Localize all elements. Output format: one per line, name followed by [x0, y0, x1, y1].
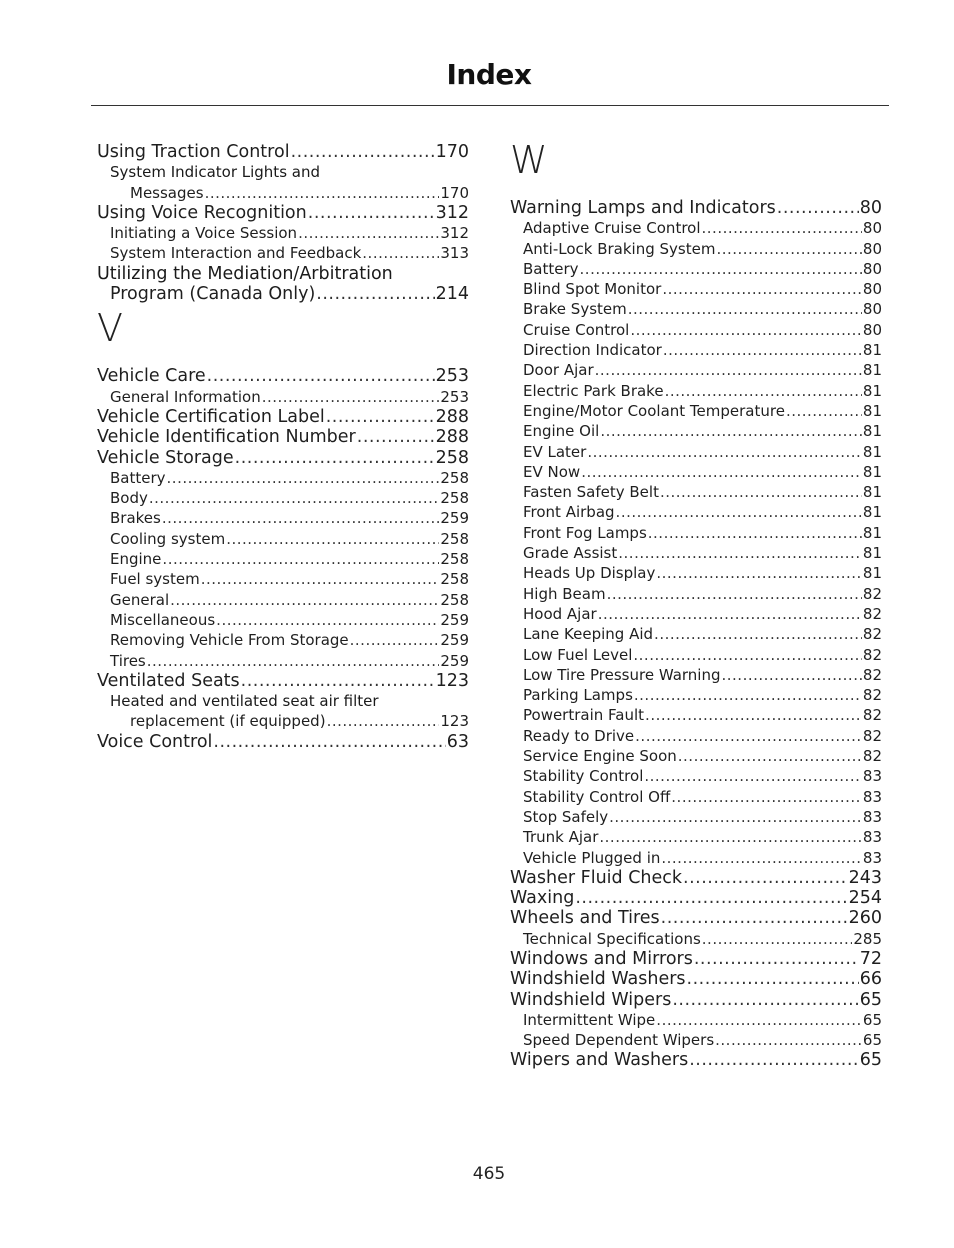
title-divider — [91, 105, 889, 106]
entry-label: Cooling system — [110, 529, 226, 548]
entry-page-number: 81 — [862, 544, 882, 563]
index-subentry-engine-motor-coolant-temperature — [510, 401, 882, 421]
index-subentry-parking-lamps — [510, 685, 882, 705]
entry-page-number: 243 — [848, 867, 882, 888]
entry-page-number: 80 — [862, 259, 882, 278]
index-entry-warning-lamps-and-indicators — [510, 198, 882, 218]
dot-leader — [170, 590, 439, 610]
dot-leader — [645, 705, 862, 725]
index-subentry-ready-to-drive — [510, 726, 882, 746]
entry-label: High Beam — [523, 584, 606, 603]
entry-page-number: 82 — [862, 665, 882, 684]
dot-leader — [216, 610, 439, 630]
entry-page-number: 258 — [440, 590, 469, 609]
entry-page-number: 82 — [862, 584, 882, 603]
dot-leader — [661, 848, 862, 868]
index-column-left — [97, 142, 469, 752]
dot-leader — [689, 1050, 859, 1070]
entry-page-number: 81 — [862, 462, 882, 481]
entry-label: Anti-Lock Braking System — [523, 239, 716, 258]
entry-page-number: 81 — [862, 564, 882, 583]
dot-leader — [656, 563, 862, 583]
entry-label: Heads Up Display — [523, 564, 656, 583]
entry-label: Fuel system — [110, 570, 200, 589]
entry-page-number: 81 — [862, 361, 882, 380]
entry-page-number: 259 — [440, 631, 469, 650]
index-entry-waxing — [510, 888, 882, 908]
dot-leader — [241, 671, 435, 691]
index-subentry-high-beam — [510, 584, 882, 604]
entry-page-number: 81 — [862, 523, 882, 542]
index-subentry-ev-now — [510, 462, 882, 482]
entry-page-number: 80 — [862, 280, 882, 299]
dot-leader — [683, 868, 848, 888]
entry-label: Brakes — [110, 509, 161, 528]
index-entry-windshield-wipers — [510, 990, 882, 1010]
index-column-right — [510, 138, 882, 1071]
entry-label: Stability Control — [523, 767, 644, 786]
entry-page-number: 80 — [862, 300, 882, 319]
index-subentry-low-fuel-level — [510, 645, 882, 665]
entry-label: Vehicle Storage — [97, 447, 234, 468]
dot-leader — [362, 243, 439, 263]
entry-label: Powertrain Fault — [523, 706, 645, 725]
entry-page-number: 80 — [862, 320, 882, 339]
entry-page-number: 65 — [859, 1050, 882, 1071]
entry-label: Washer Fluid Check — [510, 867, 683, 888]
entry-label: Brake System — [523, 300, 627, 319]
index-subentry-stability-control — [510, 766, 882, 786]
index-subentry-heads-up-display — [510, 563, 882, 583]
dot-leader — [316, 284, 434, 304]
index-entry-vehicle-care — [97, 366, 469, 386]
index-entry-wheels-and-tires — [510, 908, 882, 928]
entry-label: Engine/Motor Coolant Temperature — [523, 401, 785, 420]
entry-label: Removing Vehicle From Storage — [110, 631, 349, 650]
entry-label: Tires — [110, 651, 146, 670]
entry-label: Lane Keeping Aid — [523, 625, 654, 644]
entry-label: Grade Assist — [523, 544, 618, 563]
dot-leader — [598, 604, 862, 624]
dot-leader — [630, 320, 862, 340]
dot-leader — [207, 366, 435, 386]
index-subentry-fasten-safety-belt — [510, 482, 882, 502]
index-subentry-powertrain-fault — [510, 705, 882, 725]
index-entry-vehicle-storage — [97, 448, 469, 468]
index-subentry-cruise-control — [510, 320, 882, 340]
page-title: Index — [446, 58, 532, 91]
index-subentry-door-ajar — [510, 360, 882, 380]
entry-page-number: 258 — [440, 550, 469, 569]
entry-page-number: 285 — [853, 929, 882, 948]
entry-page-number: 258 — [440, 468, 469, 487]
dot-leader — [581, 462, 862, 482]
entry-label: Engine Oil — [523, 422, 600, 441]
entry-label: Vehicle Certification Label — [97, 406, 325, 427]
entry-label: replacement (if equipped) — [130, 712, 326, 731]
entry-label: Messages — [130, 183, 204, 202]
index-subentry-blind-spot-monitor — [510, 279, 882, 299]
index-entry-vehicle-certification-label — [97, 407, 469, 427]
entry-label: Speed Dependent Wipers — [523, 1031, 715, 1050]
index-subentry-hood-ajar — [510, 604, 882, 624]
index-entry-windshield-washers — [510, 969, 882, 989]
entry-label: Vehicle Care — [97, 366, 206, 387]
entry-page-number: 63 — [446, 731, 469, 752]
index-entry-washer-fluid-check — [510, 868, 882, 888]
index-subentry-service-engine-soon — [510, 746, 882, 766]
dot-leader — [671, 787, 862, 807]
entry-page-number: 83 — [862, 828, 882, 847]
index-subentry-battery — [510, 259, 882, 279]
entry-label: Fasten Safety Belt — [523, 483, 659, 502]
entry-page-number: 80 — [862, 219, 882, 238]
dot-leader — [580, 259, 862, 279]
entry-label: Waxing — [510, 888, 575, 909]
entry-page-number: 259 — [440, 651, 469, 670]
entry-label: Voice Control — [97, 731, 213, 752]
entry-label: Direction Indicator — [523, 341, 662, 360]
dot-leader — [633, 645, 862, 665]
index-subentry-grade-assist — [510, 543, 882, 563]
entry-label: Electric Park Brake — [523, 381, 664, 400]
entry-page-number: 83 — [862, 767, 882, 786]
dot-leader — [357, 427, 435, 447]
index-subentry-brake-system — [510, 299, 882, 319]
entry-label: Stability Control Off — [523, 787, 671, 806]
dot-leader — [609, 807, 862, 827]
index-subentry-lane-keeping-aid — [510, 624, 882, 644]
index-subentry-replacement-if-equipped — [97, 711, 469, 731]
entry-page-number: 81 — [862, 442, 882, 461]
dot-leader — [162, 549, 439, 569]
index-subentry-messages — [97, 183, 469, 203]
entry-page-number: 123 — [440, 712, 469, 731]
entry-label: Using Traction Control — [97, 142, 290, 162]
index-subentry-front-fog-lamps — [510, 523, 882, 543]
index-subentry-adaptive-cruise-control — [510, 218, 882, 238]
entry-label: Trunk Ajar — [523, 828, 599, 847]
entry-page-number: 123 — [435, 670, 469, 691]
entry-label: EV Now — [523, 462, 581, 481]
dot-leader — [716, 239, 861, 259]
dot-leader — [618, 543, 862, 563]
entry-page-number: 83 — [862, 787, 882, 806]
dot-leader — [298, 223, 439, 243]
entry-page-number: 260 — [848, 908, 882, 929]
entry-page-number: 81 — [862, 381, 882, 400]
entry-label: Hood Ajar — [523, 604, 597, 623]
entry-label: Initiating a Voice Session — [110, 224, 298, 243]
dot-leader — [687, 969, 859, 989]
entry-label: Windshield Wipers — [510, 989, 672, 1010]
dot-leader — [201, 569, 440, 589]
section-letter-v: V — [97, 306, 123, 351]
index-subentry-engine — [97, 549, 469, 569]
dot-leader — [291, 142, 435, 162]
entry-label: Blind Spot Monitor — [523, 280, 662, 299]
dot-leader — [599, 827, 862, 847]
index-subentry-miscellaneous — [97, 610, 469, 630]
entry-label: EV Later — [523, 442, 587, 461]
index-subentry-front-airbag — [510, 502, 882, 522]
entry-label: Miscellaneous — [110, 610, 216, 629]
entry-label: Stop Safely — [523, 807, 609, 826]
entry-label: Windows and Mirrors — [510, 948, 693, 969]
entry-page-number: 82 — [862, 645, 882, 664]
dot-leader — [694, 949, 859, 969]
dot-leader — [661, 908, 848, 928]
entry-page-number: 65 — [862, 1010, 882, 1029]
index-subentry-speed-dependent-wipers — [510, 1030, 882, 1050]
dot-leader — [226, 529, 439, 549]
index-entry-using-voice-recognition — [97, 203, 469, 223]
dot-leader — [702, 929, 853, 949]
dot-leader — [162, 508, 440, 528]
index-entry-vehicle-identification-number — [97, 427, 469, 447]
entry-label: Parking Lamps — [523, 686, 633, 705]
index-subentry-cooling-system — [97, 529, 469, 549]
dot-leader — [600, 421, 862, 441]
entry-label: Service Engine Soon — [523, 747, 677, 766]
index-entry-voice-control — [97, 732, 469, 752]
entry-page-number: 288 — [435, 427, 469, 448]
entry-page-number: 312 — [440, 224, 469, 243]
entry-page-number: 81 — [862, 401, 882, 420]
entry-label: Vehicle Plugged in — [523, 848, 661, 867]
dot-leader — [634, 685, 862, 705]
entry-page-number: 80 — [862, 239, 882, 258]
index-subentry-stop-safely — [510, 807, 882, 827]
index-subentry-battery — [97, 468, 469, 488]
index-entry-using-traction-control — [97, 142, 469, 162]
dot-leader — [147, 651, 440, 671]
dot-leader — [635, 726, 862, 746]
entry-label: System Interaction and Feedback — [110, 244, 362, 263]
dot-leader — [575, 888, 847, 908]
entry-page-number: 81 — [862, 483, 882, 502]
entry-label: Battery — [523, 259, 579, 278]
entry-page-number: 65 — [859, 989, 882, 1010]
index-subentry-trunk-ajar — [510, 827, 882, 847]
index-subentry-fuel-system — [97, 569, 469, 589]
dot-leader — [663, 340, 862, 360]
entry-page-number: 82 — [862, 706, 882, 725]
index-subentry-tires — [97, 651, 469, 671]
entry-page-number: 288 — [435, 406, 469, 427]
entry-label: General Information — [110, 387, 261, 406]
dot-leader — [616, 502, 862, 522]
dot-leader — [213, 732, 445, 752]
dot-leader — [350, 630, 440, 650]
entry-label: Ready to Drive — [523, 726, 635, 745]
dot-leader — [786, 401, 862, 421]
entry-page-number: 313 — [440, 244, 469, 263]
entry-page-number: 81 — [862, 422, 882, 441]
entry-label: Low Tire Pressure Warning — [523, 665, 721, 684]
index-subentry-body — [97, 488, 469, 508]
dot-leader — [656, 1010, 862, 1030]
index-entry-windows-and-mirrors — [510, 949, 882, 969]
entry-label: Using Voice Recognition — [97, 202, 307, 223]
dot-leader — [648, 523, 862, 543]
entry-label: Ventilated Seats — [97, 670, 240, 691]
entry-page-number: 72 — [859, 948, 882, 969]
index-subentry-stability-control-off — [510, 787, 882, 807]
entry-page-number: 258 — [440, 489, 469, 508]
dot-leader — [235, 448, 435, 468]
entry-label: Body — [110, 489, 148, 508]
entry-label: Door Ajar — [523, 361, 594, 380]
section-letter-w: W — [510, 138, 548, 182]
entry-label: Low Fuel Level — [523, 645, 633, 664]
entry-page-number: 258 — [440, 529, 469, 548]
entry-page-number: 83 — [862, 848, 882, 867]
entry-label: Wheels and Tires — [510, 908, 660, 929]
dot-leader — [722, 665, 862, 685]
entry-label: Front Airbag — [523, 503, 615, 522]
entry-page-number: 170 — [435, 142, 469, 162]
index-subentry-low-tire-pressure-warning — [510, 665, 882, 685]
entry-page-number: 214 — [435, 284, 469, 305]
dot-leader — [777, 198, 859, 218]
dot-leader — [607, 584, 862, 604]
index-subentry-ev-later — [510, 442, 882, 462]
index-subentry-anti-lock-braking-system — [510, 239, 882, 259]
index-subentry-engine-oil — [510, 421, 882, 441]
index-entry-text: Heated and ventilated seat air filter — [110, 692, 379, 711]
dot-leader — [672, 990, 858, 1010]
index-entry-text: Utilizing the Mediation/Arbitration — [97, 263, 393, 284]
index-subentry-initiating-a-voice-session — [97, 223, 469, 243]
entry-page-number: 81 — [862, 503, 882, 522]
entry-label: Battery — [110, 468, 166, 487]
entry-label: Program (Canada Only) — [110, 284, 316, 305]
dot-leader — [308, 203, 435, 223]
entry-page-number: 82 — [862, 726, 882, 745]
entry-page-number: 253 — [440, 387, 469, 406]
index-subentry-system-interaction-and-feedback — [97, 243, 469, 263]
entry-page-number: 65 — [862, 1031, 882, 1050]
entry-page-number: 80 — [859, 198, 882, 218]
dot-leader — [149, 488, 439, 508]
entry-label: Technical Specifications — [523, 929, 701, 948]
index-subentry-intermittent-wipe — [510, 1010, 882, 1030]
index-entry-ventilated-seats — [97, 671, 469, 691]
dot-leader — [628, 299, 862, 319]
index-subentry-general — [97, 590, 469, 610]
entry-page-number: 312 — [435, 202, 469, 223]
index-subentry-vehicle-plugged-in — [510, 848, 882, 868]
dot-leader — [595, 360, 862, 380]
dot-leader — [660, 482, 862, 502]
index-subentry-general-information — [97, 387, 469, 407]
index-subentry-program-canada-only — [97, 284, 469, 304]
entry-label: Intermittent Wipe — [523, 1010, 656, 1029]
dot-leader — [702, 218, 862, 238]
entry-label: Front Fog Lamps — [523, 523, 647, 542]
dot-leader — [715, 1030, 862, 1050]
entry-page-number: 81 — [862, 341, 882, 360]
entry-page-number: 82 — [862, 625, 882, 644]
index-entry-text: System Indicator Lights and — [110, 163, 320, 182]
dot-leader — [205, 183, 440, 203]
index-subentry-removing-vehicle-from-storage — [97, 630, 469, 650]
entry-page-number: 254 — [848, 888, 882, 909]
dot-leader — [644, 766, 862, 786]
index-subentry-electric-park-brake — [510, 381, 882, 401]
entry-page-number: 82 — [862, 686, 882, 705]
dot-leader — [587, 442, 862, 462]
entry-page-number: 82 — [862, 747, 882, 766]
entry-page-number: 170 — [440, 183, 469, 202]
entry-page-number: 83 — [862, 807, 882, 826]
dot-leader — [665, 381, 862, 401]
entry-label: Adaptive Cruise Control — [523, 219, 701, 238]
dot-leader — [327, 711, 440, 731]
entry-page-number: 259 — [440, 610, 469, 629]
dot-leader — [678, 746, 862, 766]
page-number: 465 — [472, 1164, 506, 1184]
dot-leader — [654, 624, 862, 644]
entry-label: General — [110, 590, 170, 609]
entry-page-number: 259 — [440, 509, 469, 528]
entry-page-number: 82 — [862, 604, 882, 623]
dot-leader — [326, 407, 435, 427]
dot-leader — [167, 468, 440, 488]
dot-leader — [662, 279, 862, 299]
entry-label: Warning Lamps and Indicators — [510, 198, 776, 218]
entry-page-number: 258 — [435, 447, 469, 468]
dot-leader — [262, 387, 440, 407]
index-subentry-direction-indicator — [510, 340, 882, 360]
index-entry-wipers-and-washers — [510, 1050, 882, 1070]
entry-page-number: 253 — [435, 366, 469, 387]
entry-label: Engine — [110, 550, 162, 569]
entry-label: Vehicle Identification Number — [97, 427, 356, 448]
entry-page-number: 66 — [859, 969, 882, 990]
index-subentry-technical-specifications — [510, 929, 882, 949]
entry-page-number: 258 — [440, 570, 469, 589]
entry-label: Cruise Control — [523, 320, 630, 339]
index-subentry-brakes — [97, 508, 469, 528]
entry-label: Windshield Washers — [510, 969, 686, 990]
entry-label: Wipers and Washers — [510, 1050, 689, 1071]
